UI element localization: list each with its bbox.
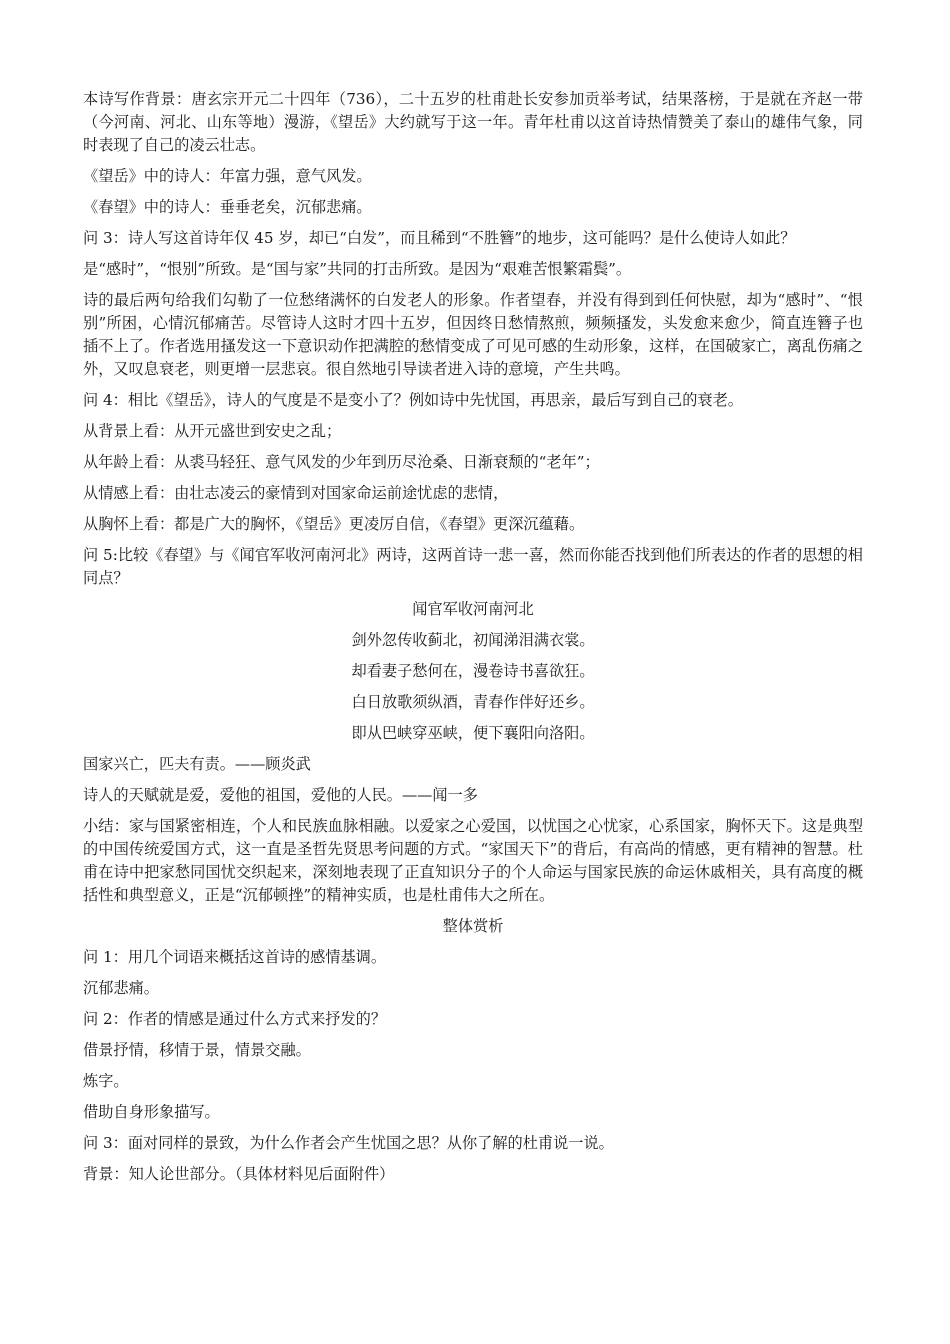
section-heading: 整体赏析 bbox=[442, 917, 504, 935]
answer-4-age: 从年龄上看：从裘马轻狂、意气风发的少年到历尽沧桑、日渐衰颓的“老年”； bbox=[83, 453, 600, 471]
answer-3: 是“感时”，“恨别”所致。是“国与家”共同的打击所致。是因为“艰难苦恨繁霜鬓”。 bbox=[83, 260, 632, 278]
question-4: 问 4：相比《望岳》，诗人的气度是不是变小了？例如诗中先忧国，再思亲，最后写到自己的衰老。 bbox=[83, 391, 743, 409]
question-5: 问 5:比较《春望》与《闻官军收河南河北》两诗，这两首诗一悲一喜，然而你能否找到他们所表达的作者的思想的相同点？ bbox=[83, 546, 863, 587]
overall-question-1: 问 1：用几个词语来概括这首诗的感情基调。 bbox=[83, 948, 387, 966]
overall-answer-2b: 炼字。 bbox=[83, 1072, 129, 1090]
poem-line: 白日放歌须纵酒，青春作伴好还乡。 bbox=[351, 693, 595, 711]
poem-line: 即从巴峡穿巫峡，便下襄阳向洛阳。 bbox=[351, 724, 595, 742]
poem-line: 剑外忽传收蓟北，初闻涕泪满衣裳。 bbox=[351, 631, 595, 649]
quote-gu-yanwu: 国家兴亡，匹夫有责。——顾炎武 bbox=[83, 755, 311, 773]
overall-answer-3: 背景：知人论世部分。（具体材料见后面附件） bbox=[83, 1165, 395, 1183]
overall-answer-1: 沉郁悲痛。 bbox=[83, 979, 159, 997]
chunwang-poet-note: 《春望》中的诗人：垂垂老矣，沉郁悲痛。 bbox=[83, 198, 372, 216]
analysis-paragraph: 诗的最后两句给我们勾勒了一位愁绪满怀的白发老人的形象。作者望春，并没有得到到任何快慰，却为“感时”、“恨别”所困，心情沉郁痛苦。尽管诗人这时才四十五岁，但因终日愁情熬煎，频频搔发，头发愈来愈少，简直连簪子也插不上了。作者选用搔发这一下意识动作把满腔的愁情变成了可见可感的生动形象，这样，在国破家亡，离乱伤痛之外，又叹息衰老，则更增一层悲哀。很自然地引导读者进入诗的意境，产生共鸣。 bbox=[83, 291, 863, 378]
overall-question-2: 问 2：作者的情感是通过什么方式来抒发的？ bbox=[83, 1010, 387, 1028]
overall-answer-2c: 借助自身形象描写。 bbox=[83, 1103, 220, 1121]
background-paragraph: 本诗写作背景：唐玄宗开元二十四年（736），二十五岁的杜甫赴长安参加贡举考试，结果落榜，于是就在齐赵一带（今河南、河北、山东等地）漫游，《望岳》大约就写于这一年。青年杜甫以这首诗热情赞美了泰山的雄伟气象，同时表现了自己的凌云壮志。 bbox=[83, 90, 863, 154]
summary-paragraph: 小结：家与国紧密相连，个人和民族血脉相融。以爱家之心爱国，以忧国之心忧家，心系国家，胸怀天下。这是典型的中国传统爱国方式，这一直是圣哲先贤思考问题的方式。“家国天下”的背后，有高尚的情感，更有精神的智慧。杜甫在诗中把家愁同国忧交织起来，深刻地表现了正直知识分子的个人命运与国家民族的命运休戚相关，具有高度的概括性和典型意义，正是“沉郁顿挫”的精神实质，也是杜甫伟大之所在。 bbox=[83, 817, 863, 904]
overall-question-3: 问 3：面对同样的景致，为什么作者会产生忧国之思？从你了解的杜甫说一说。 bbox=[83, 1134, 614, 1152]
answer-4-mind: 从胸怀上看：都是广大的胸怀，《望岳》更凌厉自信，《春望》更深沉蕴藉。 bbox=[83, 515, 585, 533]
wangyue-poet-note: 《望岳》中的诗人：年富力强，意气风发。 bbox=[83, 167, 372, 185]
document-page bbox=[83, 88, 863, 1194]
answer-4-emotion: 从情感上看：由壮志凌云的豪情到对国家命运前途忧虑的悲情， bbox=[83, 484, 509, 502]
poem-line: 却看妻子愁何在，漫卷诗书喜欲狂。 bbox=[351, 662, 595, 680]
overall-answer-2a: 借景抒情，移情于景，情景交融。 bbox=[83, 1041, 311, 1059]
quote-wen-yiduo: 诗人的天赋就是爱，爱他的祖国，爱他的人民。——闻一多 bbox=[83, 786, 478, 804]
question-3: 问 3：诗人写这首诗年仅 45 岁，却已“白发”，而且稀到“不胜簪”的地步，这可能吗？是什么使诗人如此？ bbox=[83, 229, 796, 247]
poem-title: 闻官军收河南河北 bbox=[412, 600, 534, 618]
answer-4-background: 从背景上看：从开元盛世到安史之乱； bbox=[83, 422, 342, 440]
